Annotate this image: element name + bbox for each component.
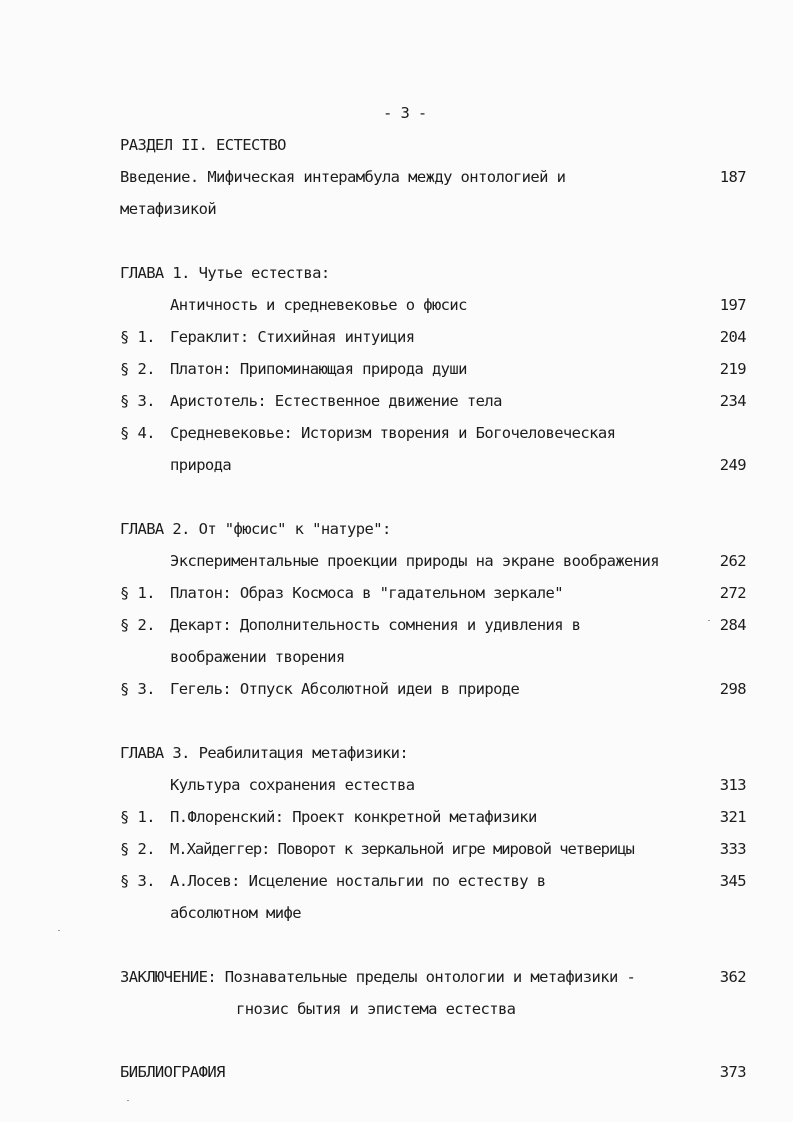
toc-mark: § 1. bbox=[120, 808, 155, 826]
chapter3-subtitle-page: 313 bbox=[719, 776, 746, 794]
toc-page: 345 bbox=[719, 872, 746, 890]
chapter2-subtitle: Экспериментальные проекции природы на экране воображения bbox=[170, 552, 659, 570]
intro-line-1: Введение. Мифическая интерамбула между онтологией и bbox=[120, 168, 566, 186]
conclusion-line-1: ЗАКЛЮЧЕНИЕ: Познавательные пределы онтологии и метафизики - bbox=[120, 968, 636, 986]
toc-mark: § 2. bbox=[120, 616, 155, 634]
toc-mark: § 3. bbox=[120, 392, 155, 410]
toc-entry: А.Лосев: Исцеление ностальгии по естеству в bbox=[170, 872, 546, 890]
toc-entry: П.Флоренский: Проект конкретной метафизики bbox=[170, 808, 537, 826]
chapter3-subtitle: Культура сохранения естества bbox=[170, 776, 415, 794]
toc-mark: § 1. bbox=[120, 328, 155, 346]
toc-mark: § 4. bbox=[120, 424, 155, 442]
page-number: - 3 - bbox=[383, 104, 427, 122]
toc-entry: Гераклит: Стихийная интуиция bbox=[170, 328, 415, 346]
scan-speck bbox=[58, 930, 60, 931]
toc-page: 333 bbox=[719, 840, 746, 858]
toc-entry-continued: природа bbox=[170, 456, 232, 474]
toc-page: 219 bbox=[719, 360, 746, 378]
toc-entry: Аристотель: Естественное движение тела bbox=[170, 392, 502, 410]
intro-page: 187 bbox=[719, 168, 746, 186]
toc-page: 249 bbox=[719, 456, 746, 474]
chapter1-subtitle: Античность и средневековье о фюсис bbox=[170, 296, 467, 314]
scan-speck bbox=[708, 620, 710, 621]
toc-mark: § 3. bbox=[120, 872, 155, 890]
toc-mark: § 2. bbox=[120, 360, 155, 378]
intro-line-2: метафизикой bbox=[120, 200, 217, 218]
scan-speck bbox=[127, 1100, 129, 1101]
toc-mark: § 2. bbox=[120, 840, 155, 858]
toc-entry: Средневековье: Историзм творения и Богочеловеческая bbox=[170, 424, 616, 442]
toc-entry: Гегель: Отпуск Абсолютной идеи в природе bbox=[170, 680, 520, 698]
bibliography-page: 373 bbox=[719, 1063, 746, 1081]
toc-page: 321 bbox=[719, 808, 746, 826]
toc-page: 234 bbox=[719, 392, 746, 410]
toc-mark: § 1. bbox=[120, 584, 155, 602]
chapter2-subtitle-page: 262 bbox=[719, 552, 746, 570]
toc-mark: § 3. bbox=[120, 680, 155, 698]
bibliography-label: БИБЛИОГРАФИЯ bbox=[120, 1063, 225, 1081]
toc-entry: Платон: Припоминающая природа души bbox=[170, 360, 467, 378]
toc-page: 204 bbox=[719, 328, 746, 346]
toc-entry-continued: абсолютном мифе bbox=[170, 904, 301, 922]
chapter1-subtitle-page: 197 bbox=[719, 296, 746, 314]
toc-page: 298 bbox=[719, 680, 746, 698]
chapter3-heading: ГЛАВА 3. Реабилитация метафизики: bbox=[120, 744, 409, 762]
toc-entry-continued: воображении творения bbox=[170, 648, 345, 666]
conclusion-line-2: гнозис бытия и эпистема естества bbox=[236, 1000, 516, 1018]
section-title: РАЗДЕЛ II. ЕСТЕСТВО bbox=[120, 136, 286, 154]
toc-entry: Платон: Образ Космоса в "гадательном зеркале" bbox=[170, 584, 563, 602]
chapter1-heading: ГЛАВА 1. Чутье естества: bbox=[120, 264, 330, 282]
toc-page: 284 bbox=[719, 616, 746, 634]
conclusion-page: 362 bbox=[719, 968, 746, 986]
toc-entry: Декарт: Дополнительность сомнения и удивления в bbox=[170, 616, 581, 634]
toc-page: 272 bbox=[719, 584, 746, 602]
chapter2-heading: ГЛАВА 2. От "фюсис" к "натуре": bbox=[120, 520, 391, 538]
toc-entry: М.Хайдеггер: Поворот к зеркальной игре мировой четверицы bbox=[170, 840, 634, 858]
